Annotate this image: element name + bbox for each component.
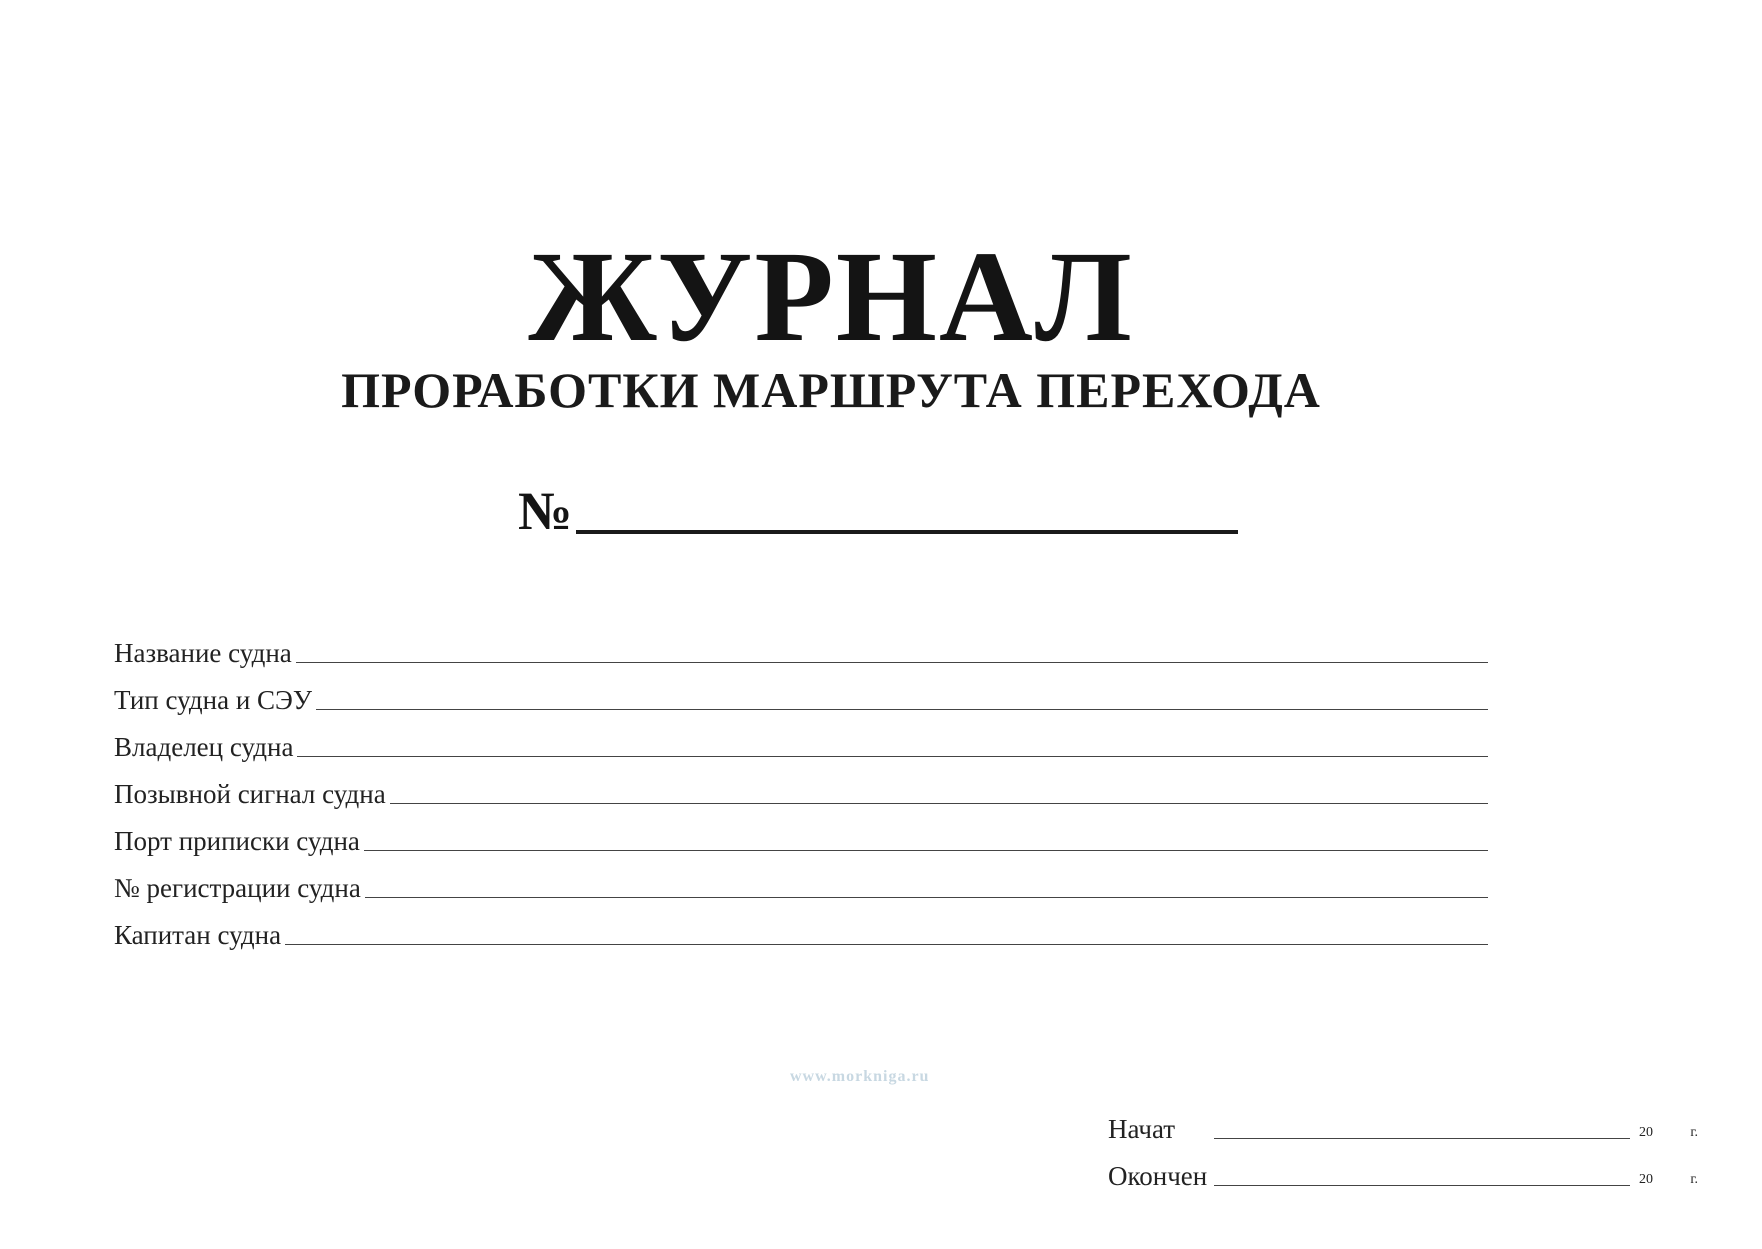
- end-date-field[interactable]: [1214, 1185, 1630, 1186]
- date-row-finished: [1108, 1145, 1698, 1192]
- year-suffix: г.: [1690, 1125, 1698, 1140]
- field-label: Капитан судна: [114, 920, 282, 950]
- date-row-started: [1108, 1098, 1698, 1145]
- registration-number-field[interactable]: [365, 897, 1488, 898]
- field-label: Название судна: [114, 638, 292, 668]
- start-date-field[interactable]: [1214, 1138, 1630, 1139]
- captain-field[interactable]: [285, 944, 1488, 945]
- call-sign-field[interactable]: [390, 803, 1488, 804]
- field-registration-number: [114, 857, 1488, 904]
- vessel-name-field[interactable]: [296, 662, 1488, 663]
- field-vessel-type: [114, 669, 1488, 716]
- document-title: ЖУРНАЛ: [528, 225, 1134, 369]
- year-suffix: г.: [1690, 1172, 1698, 1187]
- watermark: www.morkniga.ru: [790, 1068, 930, 1085]
- year-prefix: 20: [1639, 1125, 1653, 1140]
- field-label: № регистрации судна: [114, 873, 361, 903]
- field-label: Тип судна и СЭУ: [114, 685, 312, 715]
- field-call-sign: [114, 763, 1488, 810]
- field-label: Владелец судна: [114, 732, 294, 762]
- number-sign-label: №: [518, 481, 573, 541]
- field-vessel-owner: [114, 716, 1488, 763]
- journal-number-field[interactable]: [576, 530, 1238, 534]
- journal-number-row: [518, 476, 1238, 540]
- field-home-port: [114, 810, 1488, 857]
- field-label: Позывной сигнал судна: [114, 779, 386, 809]
- date-fields: [1108, 1098, 1698, 1192]
- vessel-info-fields: [114, 622, 1488, 951]
- document-subtitle: ПРОРАБОТКИ МАРШРУТА ПЕРЕХОДА: [341, 362, 1321, 418]
- field-label: Порт приписки судна: [114, 826, 360, 856]
- field-vessel-name: [114, 622, 1488, 669]
- date-label: Начат: [1108, 1114, 1176, 1144]
- vessel-type-field[interactable]: [316, 709, 1488, 710]
- date-label: Окончен: [1108, 1161, 1208, 1191]
- home-port-field[interactable]: [364, 850, 1488, 851]
- year-prefix: 20: [1639, 1172, 1653, 1187]
- field-captain: [114, 904, 1488, 951]
- vessel-owner-field[interactable]: [297, 756, 1488, 757]
